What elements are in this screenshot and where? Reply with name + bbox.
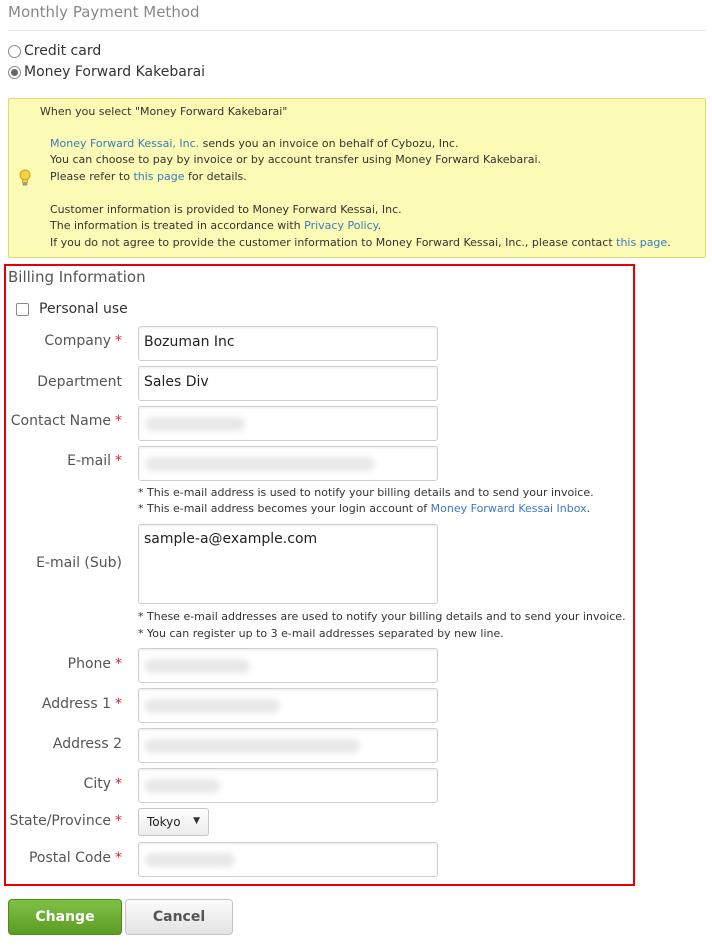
title-divider bbox=[8, 30, 706, 31]
cancel-button[interactable]: Cancel bbox=[125, 899, 233, 935]
address2-label: Address 2 bbox=[52, 736, 122, 752]
email-note-2 bbox=[138, 502, 590, 515]
notice-line-6-prefix: If you do not agree to provide the customer information to Money Forward Kessai, Inc., please contact bbox=[50, 236, 617, 249]
notice-line-3-suffix: for details. bbox=[184, 170, 247, 183]
personal-use-row[interactable] bbox=[16, 301, 128, 317]
notice-line-5-suffix: . bbox=[377, 219, 382, 232]
address2-input[interactable] bbox=[138, 728, 438, 763]
city-label bbox=[0, 776, 122, 792]
email-sub-label: E-mail (Sub) bbox=[36, 555, 122, 571]
required-mark: * bbox=[115, 696, 122, 712]
notice-line-6-suffix: . bbox=[667, 236, 671, 249]
email-note-1: * This e-mail address is used to notify your billing details and to send your invoice. bbox=[138, 486, 594, 499]
company-input[interactable]: Bozuman Inc bbox=[138, 326, 438, 361]
phone-input[interactable] bbox=[138, 648, 438, 683]
required-mark: * bbox=[115, 656, 122, 672]
change-button[interactable]: Change bbox=[8, 899, 122, 935]
notice-line-1 bbox=[50, 137, 458, 150]
radio-kakebarai[interactable] bbox=[8, 62, 205, 82]
radio-credit-card[interactable] bbox=[8, 41, 101, 61]
required-mark: * bbox=[115, 413, 122, 429]
details-page-link[interactable]: this page bbox=[133, 170, 185, 183]
radio-kakebarai-label[interactable]: Money Forward Kakebarai bbox=[24, 64, 206, 80]
address1-input[interactable] bbox=[138, 688, 438, 723]
redacted-value bbox=[145, 853, 235, 867]
email-sub-textarea[interactable]: sample-a@example.com bbox=[138, 524, 438, 604]
notice-line-5 bbox=[50, 219, 381, 232]
company-label bbox=[0, 333, 122, 349]
payment-method-title: Monthly Payment Method bbox=[8, 3, 200, 21]
notice-line-4: Customer information is provided to Money Forward Kessai, Inc. bbox=[50, 203, 402, 216]
email-note-2-suffix: . bbox=[586, 502, 591, 515]
mf-kessai-link[interactable]: Money Forward Kessai, Inc. bbox=[50, 137, 200, 150]
postal-code-label bbox=[0, 850, 122, 866]
address1-label bbox=[0, 696, 122, 712]
address1-label-text: Address 1 bbox=[41, 696, 111, 712]
redacted-value bbox=[145, 457, 375, 471]
required-mark: * bbox=[115, 813, 122, 829]
privacy-policy-link[interactable]: Privacy Policy bbox=[304, 219, 378, 232]
personal-use-label[interactable]: Personal use bbox=[39, 301, 128, 317]
notice-line-2: You can choose to pay by invoice or by account transfer using Money Forward Kakebarai. bbox=[50, 153, 542, 166]
notice-line-1-text: sends you an invoice on behalf of Cybozu, Inc. bbox=[199, 137, 459, 150]
city-label-text: City bbox=[83, 776, 111, 792]
radio-kakebarai-input[interactable] bbox=[8, 66, 21, 79]
redacted-value bbox=[145, 417, 245, 431]
mf-kessai-inbox-link[interactable]: Money Forward Kessai Inbox bbox=[430, 502, 587, 515]
city-input[interactable] bbox=[138, 768, 438, 803]
department-label: Department bbox=[37, 374, 122, 390]
phone-label-text: Phone bbox=[67, 656, 111, 672]
email-sub-note-1: * These e-mail addresses are used to notify your billing details and to send your invoice. bbox=[138, 610, 626, 623]
notice-line-3-prefix: Please refer to bbox=[50, 170, 134, 183]
postal-code-label-text: Postal Code bbox=[28, 850, 111, 866]
redacted-value bbox=[145, 699, 280, 713]
radio-credit-card-input[interactable] bbox=[8, 45, 21, 58]
required-mark: * bbox=[115, 850, 122, 866]
notice-heading: When you select "Money Forward Kakebarai" bbox=[40, 105, 288, 118]
redacted-value bbox=[145, 659, 250, 673]
billing-title: Billing Information bbox=[8, 268, 146, 286]
notice-line-5-prefix: The information is treated in accordance with bbox=[50, 219, 305, 232]
contact-name-input[interactable] bbox=[138, 406, 438, 441]
email-sub-note-2: * You can register up to 3 e-mail addresses separated by new line. bbox=[138, 627, 504, 640]
company-label-text: Company bbox=[44, 333, 111, 349]
redacted-value bbox=[145, 779, 220, 793]
contact-name-label bbox=[0, 413, 122, 429]
radio-credit-card-label[interactable]: Credit card bbox=[24, 43, 102, 59]
state-label bbox=[0, 813, 122, 829]
chevron-down-icon: ▼ bbox=[193, 816, 200, 826]
phone-label bbox=[0, 656, 122, 672]
state-label-text: State/Province bbox=[9, 813, 111, 829]
department-input[interactable]: Sales Div bbox=[138, 366, 438, 401]
redacted-value bbox=[145, 739, 360, 753]
lightbulb-icon bbox=[18, 169, 32, 187]
state-select-value: Tokyo bbox=[147, 815, 181, 829]
email-note-2-prefix: * This e-mail address becomes your login account of bbox=[138, 502, 431, 515]
postal-code-input[interactable] bbox=[138, 842, 438, 877]
personal-use-checkbox[interactable] bbox=[16, 303, 29, 316]
kakebarai-notice bbox=[8, 98, 706, 258]
state-select[interactable] bbox=[138, 808, 209, 836]
notice-line-6 bbox=[50, 236, 671, 249]
required-mark: * bbox=[115, 453, 122, 469]
contact-name-label-text: Contact Name bbox=[10, 413, 111, 429]
notice-line-3 bbox=[50, 170, 247, 183]
email-input[interactable] bbox=[138, 446, 438, 481]
contact-page-link[interactable]: this page bbox=[616, 236, 668, 249]
required-mark: * bbox=[115, 333, 122, 349]
required-mark: * bbox=[115, 776, 122, 792]
email-label bbox=[0, 453, 122, 469]
email-label-text: E-mail bbox=[67, 453, 111, 469]
